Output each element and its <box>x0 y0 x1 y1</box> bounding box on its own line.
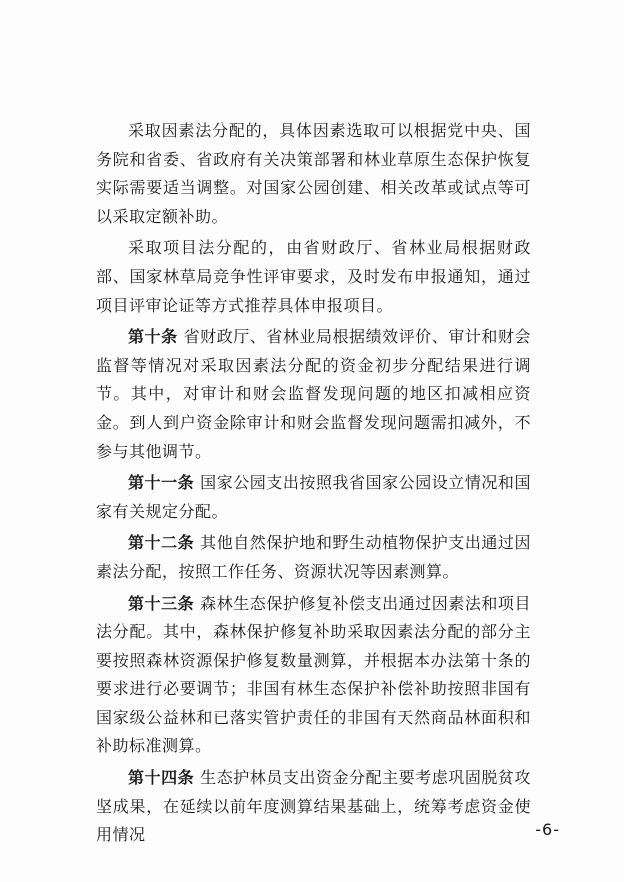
article-14 <box>96 764 531 850</box>
article-label: 第十二条 <box>128 533 195 553</box>
article-text: 其他自然保护地和野生动植物保护支出通过因素法分配，按照工作任务、资源状况等因素测算。 <box>96 533 531 581</box>
paragraph-factor-method <box>96 117 531 231</box>
document-body <box>96 117 531 853</box>
page-number: -6- <box>535 820 560 839</box>
article-label: 第十一条 <box>128 473 195 493</box>
paragraph-text: 采取因素法分配的，具体因素选取可以根据党中央、国务院和省委、省政府有关决策部署和林业草原生态保护恢复实际需要适当调整。对国家公园创建、相关改革或试点等可以采取定额补助。 <box>96 121 531 226</box>
article-10 <box>96 323 531 466</box>
article-13 <box>96 590 531 762</box>
article-11 <box>96 469 531 526</box>
article-text: 森林生态保护修复补偿支出通过因素法和项目法分配。其中，森林保护修复补助采取因素法分配的部分主要按照森林资源保护修复数量测算，并根据本办法第十条的要求进行必要调节；非国有林生态保护补偿补助按照非国有国家级公益林和已落实管护责任的非国有天然商品林面积和补助标准测算。 <box>96 593 531 756</box>
article-label: 第十四条 <box>128 768 195 788</box>
paragraph-project-method <box>96 234 531 320</box>
article-text: 省财政厅、省林业局根据绩效评价、审计和财会监督等情况对采取因素法分配的资金初步分配结果进行调节。其中，对审计和财会监督发现问题的地区扣减相应资金。到人到户资金除审计和财会监督发现问题需扣减外，不参与其他调节。 <box>96 327 531 461</box>
paragraph-text: 采取项目法分配的，由省财政厅、省林业局根据财政部、国家林草局竞争性评审要求，及时发布申报通知，通过项目评审论证等方式推荐具体申报项目。 <box>96 238 531 315</box>
article-label: 第十三条 <box>128 593 195 613</box>
article-12 <box>96 529 531 586</box>
article-text: 生态护林员支出资金分配主要考虑巩固脱贫攻坚成果，在延续以前年度测算结果基础上，统筹考虑资金使用情况 <box>96 768 531 845</box>
article-text: 国家公园支出按照我省国家公园设立情况和国家有关规定分配。 <box>96 473 531 521</box>
article-label: 第十条 <box>128 327 178 347</box>
